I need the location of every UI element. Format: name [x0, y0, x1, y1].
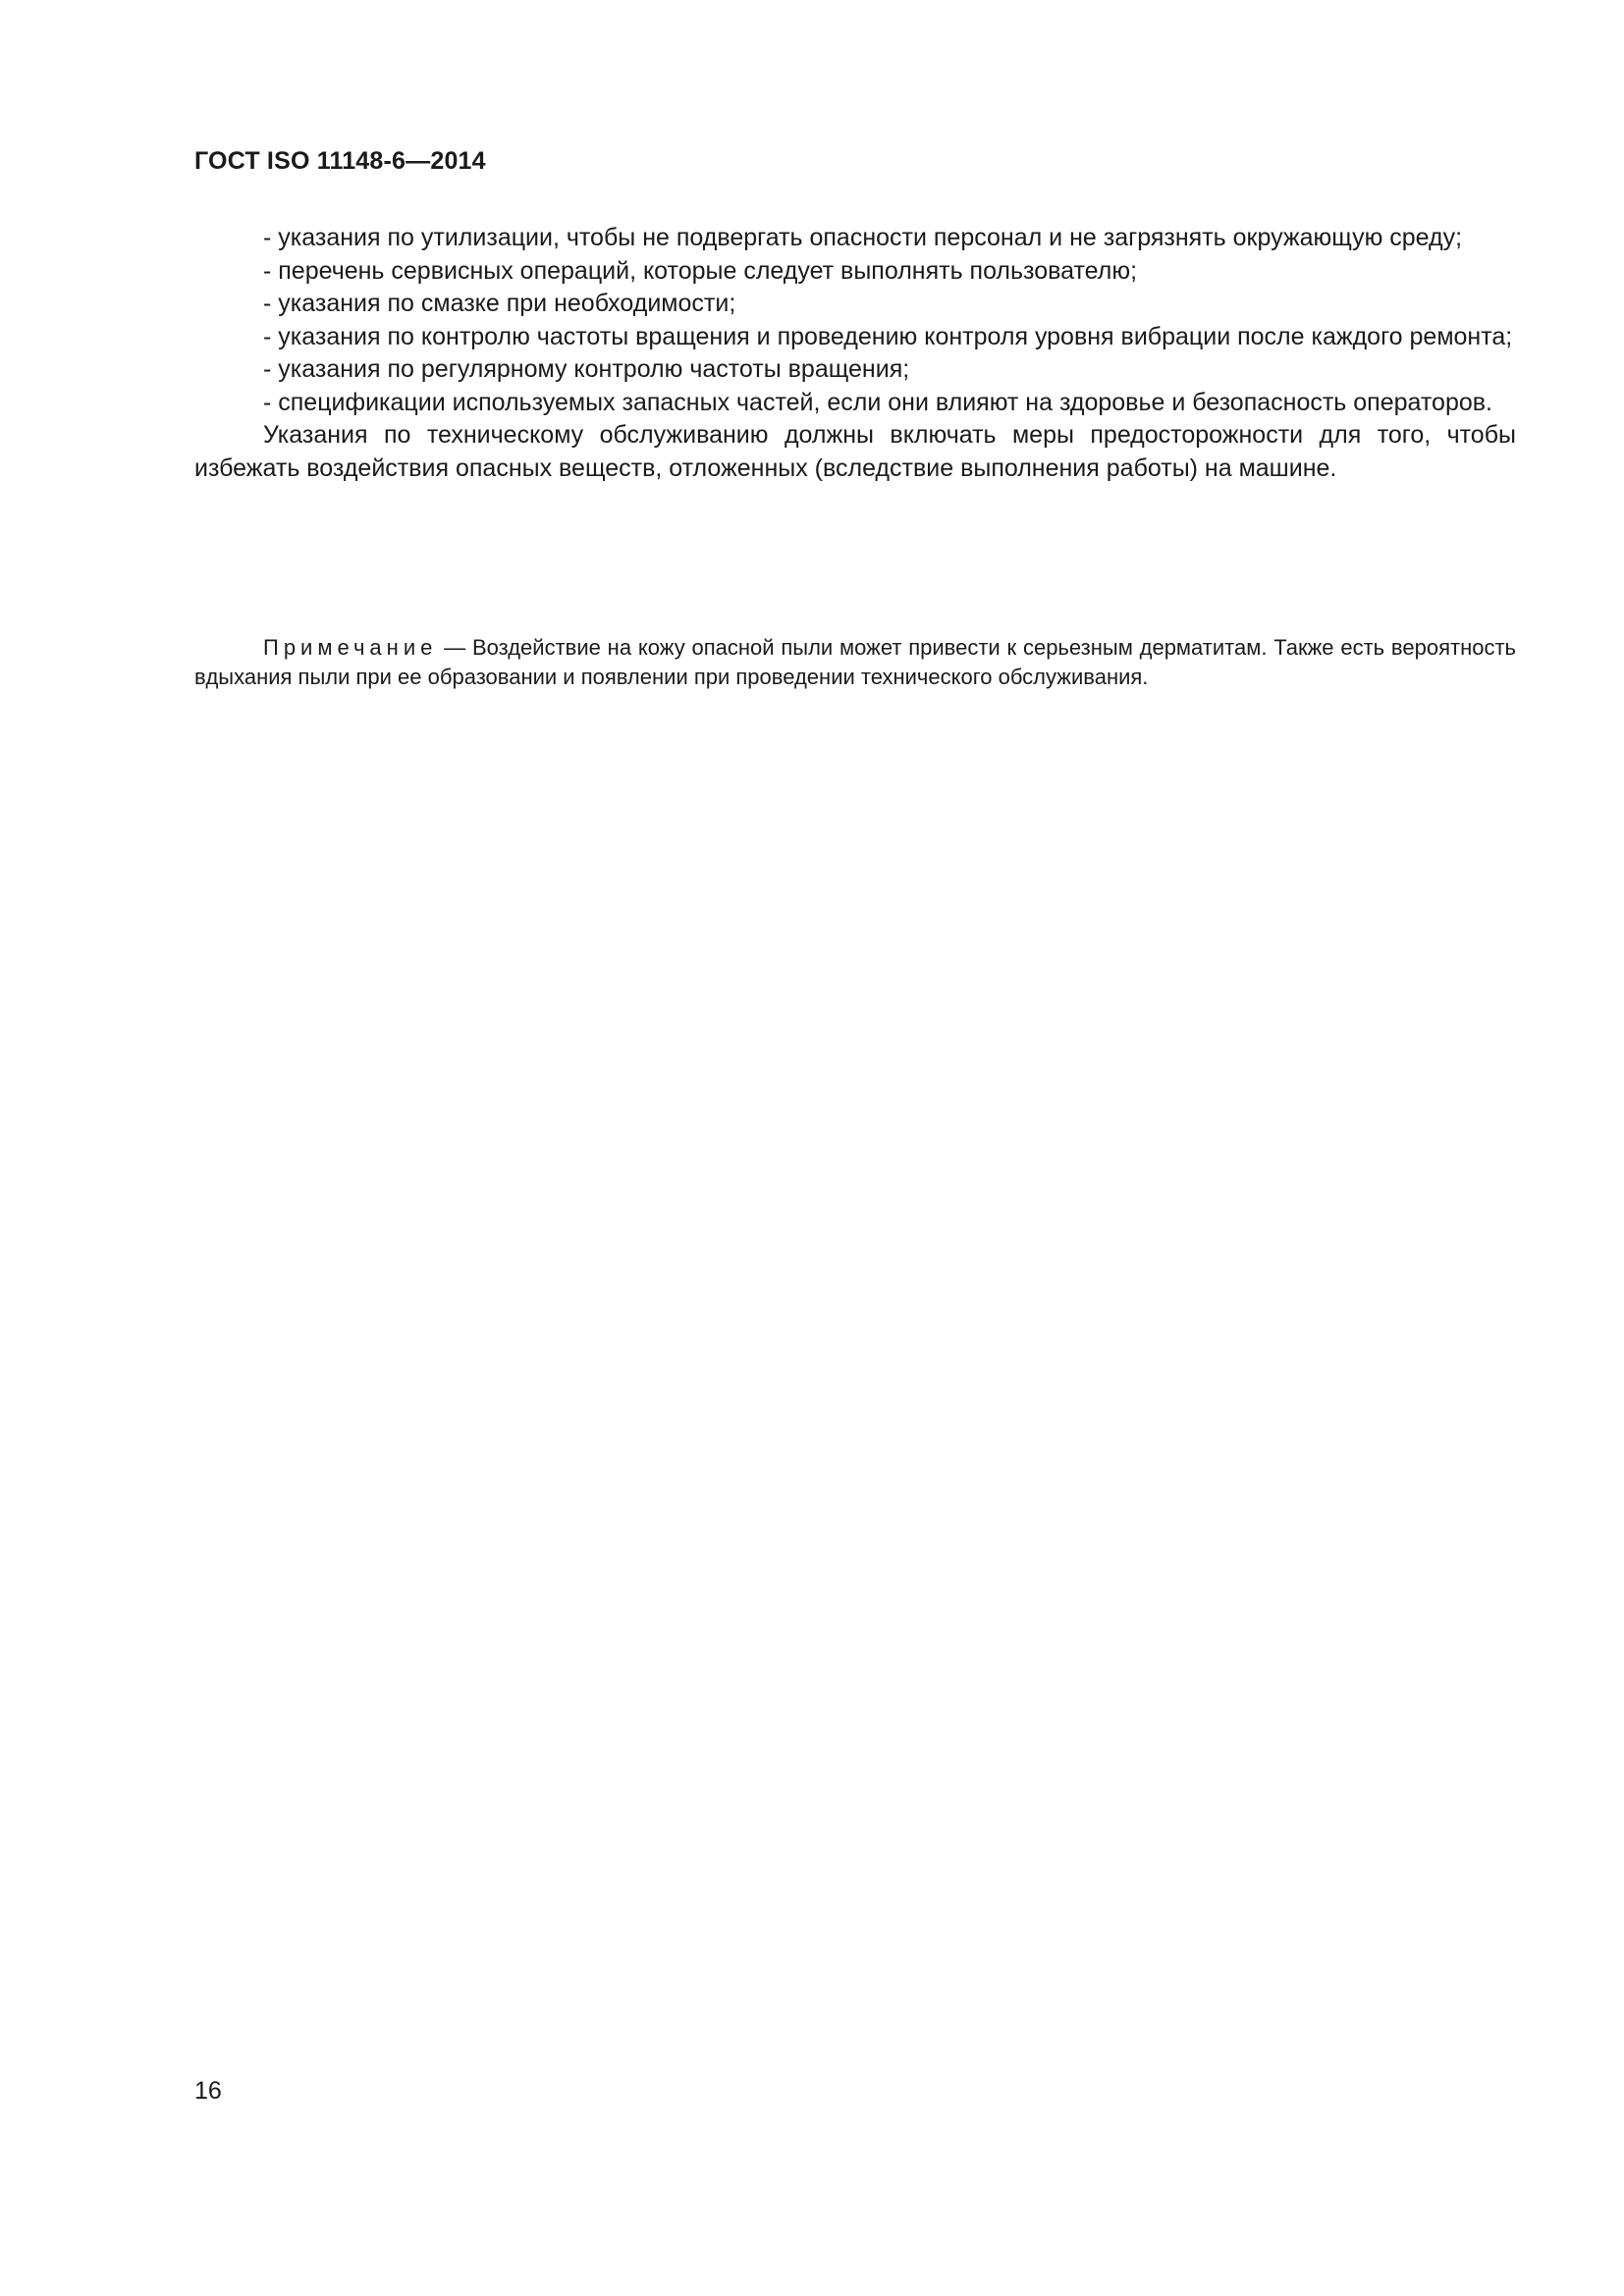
list-item: - указания по смазке при необходимости; [263, 290, 736, 317]
note-label: Примечание [263, 635, 438, 660]
list-item: - перечень сервисных операций, которые следует выполнять пользователю; [263, 256, 1138, 285]
document-header: ГОСТ ISO 11148-6—2014 [194, 147, 486, 175]
maintenance-paragraph: Указания по техническому обслуживанию должны включать меры предосторожности для того, чтобы избежать воздействия опасных веществ, отложенных (вследствие выполнения работы) на машине. [194, 421, 1516, 482]
note-text: — Воздействие на кожу опасной пыли может привести к серьезным дерматитам. Также есть вероятность вдыхания пыли при ее образовании и появлении при проведении технического обслуживания. [194, 635, 1516, 689]
note [194, 633, 1516, 692]
document-body [194, 222, 1516, 485]
list-item: - указания по контролю частоты вращения и проведению контроля уровня вибрации после каждого ремонта; [263, 322, 1513, 350]
list-item: - указания по регулярному контролю частоты вращения; [263, 355, 910, 383]
list-item: - указания по утилизации, чтобы не подвергать опасности персонал и не загрязнять окружающую среду; [263, 224, 1463, 251]
requirements-list [194, 222, 1516, 419]
page-number: 16 [194, 2077, 222, 2105]
list-item: - спецификации используемых запасных частей, если они влияют на здоровье и безопасность операторов. [263, 388, 1492, 416]
